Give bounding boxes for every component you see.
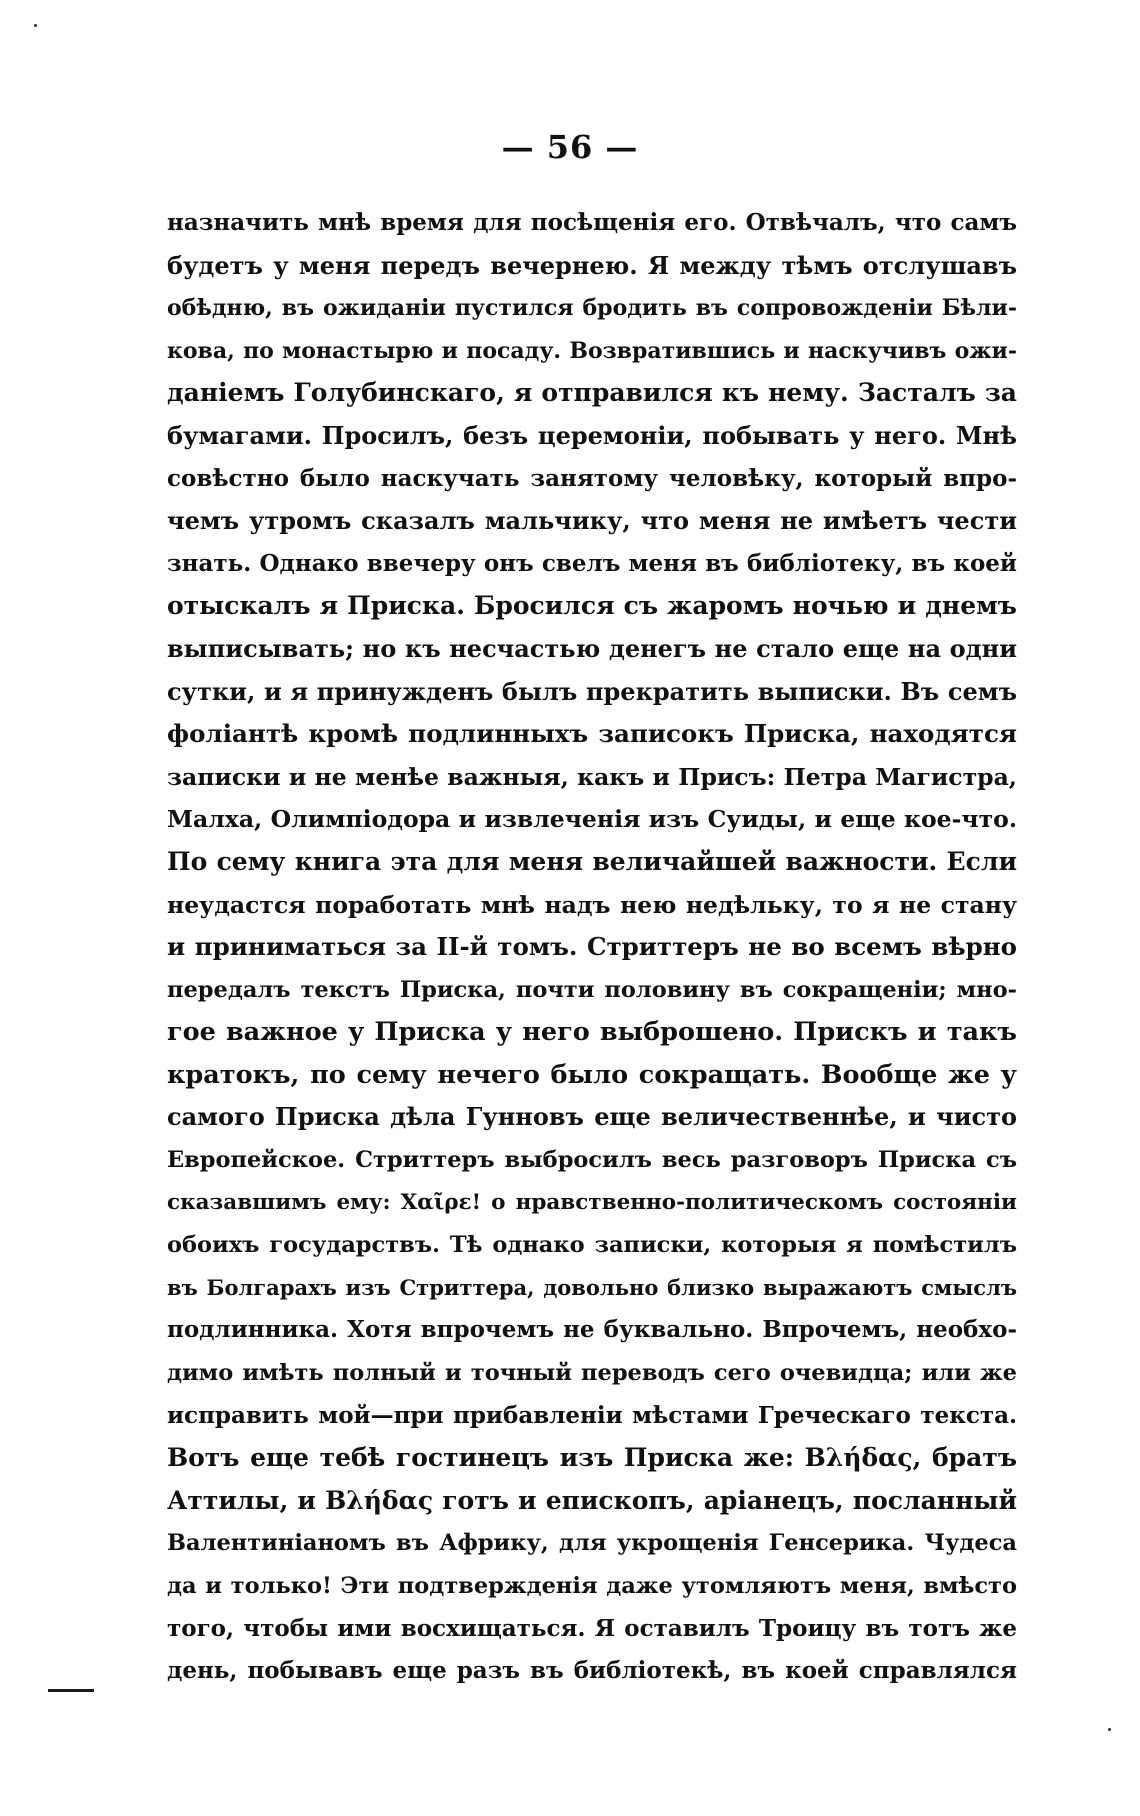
text-line: самого Приска дѣла Гунновъ еще величественнѣе, и чисто [167, 1102, 1017, 1132]
text-line: Валентиніаномъ въ Африку, для укрощенія Генсерика. Чудеса [167, 1530, 1017, 1557]
page-number: — 56 — [501, 128, 639, 166]
text-line: По сему книга эта для меня величайшей важности. Если [167, 846, 1017, 876]
text-line: бумагами. Просилъ, безъ церемоніи, побывать у него. Мнѣ [167, 420, 1017, 450]
text-line: да и только! Эти подтвержденія даже утомляютъ меня, вмѣсто [167, 1573, 1017, 1599]
text-line: сказавшимъ ему: Χαῖρε! о нравственно-политическомъ состояніи [167, 1189, 1017, 1215]
text-line: Вотъ еще тебѣ гостинецъ изъ Приска же: Βλήδας, братъ [167, 1443, 1017, 1473]
text-line: Малха, Олимпіодора и извлеченія изъ Суиды, и еще кое-что. [167, 805, 1017, 834]
text-line: и приниматься за II-й томъ. Стриттеръ не во всемъ вѣрно [167, 932, 1017, 962]
text-line: день, побывавъ еще разъ въ библіотекѣ, въ коей справлялся [167, 1657, 1017, 1685]
text-line: подлинника. Хотя впрочемъ не буквально. Впрочемъ, необхо- [167, 1316, 1017, 1344]
body-text [167, 202, 1017, 1693]
text-line: исправить мой—при прибавленіи мѣстами Греческаго текста. [167, 1401, 1017, 1429]
text-line: назначить мнѣ время для посѣщенія его. Отвѣчалъ, что самъ [167, 209, 1017, 236]
text-line: обоихъ государствъ. Тѣ однако записки, которыя я помѣстилъ [167, 1232, 1017, 1259]
text-line: кова, по монастырю и посаду. Возвратившись и наскучивъ ожи- [167, 337, 1017, 364]
text-line: обѣдню, въ ожиданіи пустился бродить въ сопровожденіи Бѣли- [167, 295, 1017, 322]
text-line: фоліантѣ кромѣ подлинныхъ записокъ Приска, находятся [167, 719, 1017, 749]
text-line: неудастся поработать мнѣ надъ нею недѣльку, то я не стану [167, 890, 1017, 919]
text-line: выписывать; но къ несчастью денегъ не стало еще на одни [167, 633, 1017, 663]
text-line: отыскалъ я Приска. Бросился съ жаромъ ночью и днемъ [167, 591, 1017, 621]
text-line: даніемъ Голубинскаго, я отправился къ нему. Засталъ за [167, 378, 1017, 408]
text-line: знать. Однако ввечеру онъ свелъ меня въ библіотеку, въ коей [167, 549, 1017, 577]
text-line: чемъ утромъ сказалъ мальчику, что меня не имѣетъ чести [167, 506, 1017, 536]
text-line: Аттилы, и Βλήδας готъ и епископъ, аріанецъ, посланный [167, 1485, 1017, 1515]
scan-speck [1108, 1728, 1111, 1731]
text-line: совѣстно было наскучать занятому человѣку, который впро- [167, 464, 1017, 492]
text-line: димо имѣть полный и точный переводъ сего очевидца; или же [167, 1360, 1017, 1387]
scan-speck [34, 24, 37, 27]
text-line: записки и не менѣе важныя, какъ и Присъ: Петра Магистра, [167, 762, 1017, 791]
margin-dash [48, 1689, 94, 1692]
text-line: передалъ текстъ Приска, почти половину въ сокращеніи; мно- [167, 976, 1017, 1003]
text-line: гое важное у Приска у него выброшено. Прискъ и такъ [167, 1017, 1017, 1048]
text-line: Европейское. Стриттеръ выбросилъ весь разговоръ Приска съ [167, 1147, 1017, 1174]
text-line: сутки, и я принужденъ былъ прекратить выписки. Въ семъ [167, 676, 1017, 706]
text-line: того, чтобы ими восхищаться. Я оставилъ Троицу въ тотъ же [167, 1614, 1017, 1642]
text-line: въ Болгарахъ изъ Стриттера, довольно близко выражаютъ смыслъ [167, 1274, 1017, 1300]
text-line: кратокъ, по сему нечего было сокращать. Вообще же у [167, 1059, 1017, 1090]
text-line: будетъ у меня передъ вечернею. Я между тѣмъ отслушавъ [167, 250, 1017, 280]
